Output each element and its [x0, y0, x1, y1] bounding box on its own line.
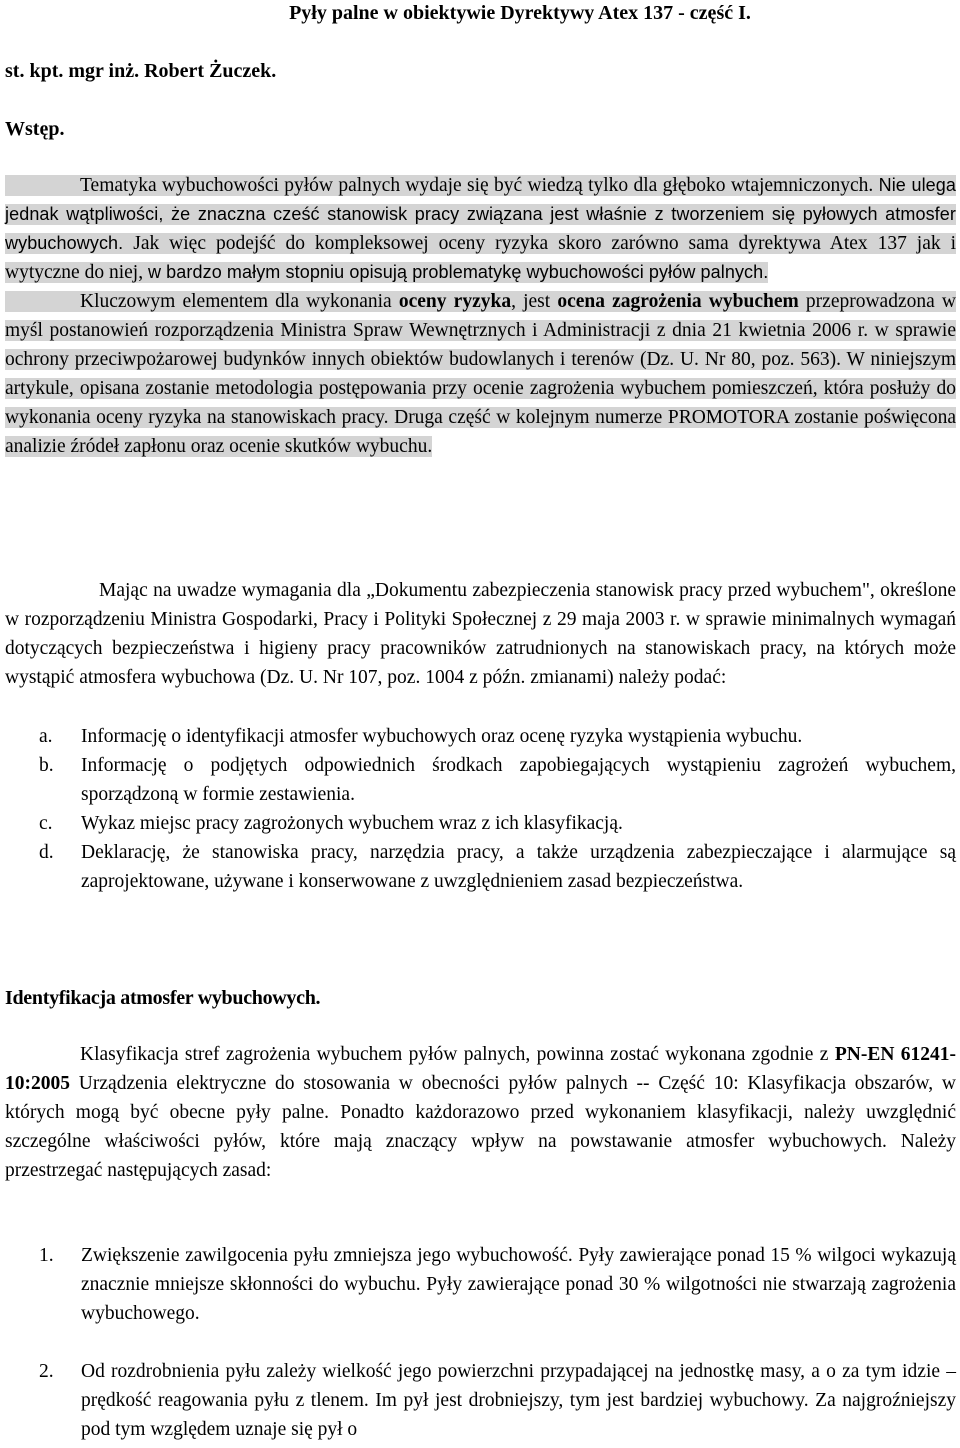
- rule-text-b: Pyły zawierające ponad 15 % wilgoci wykazują znacznie mniejsze skłonności do wybuchu. Pyły zawierające ponad 30 % wilgotności nie stwarzają zagrożenia wybuchowego.: [81, 1245, 956, 1324]
- list-marker: 1.: [39, 1245, 54, 1266]
- list-item-text: Informację o podjętych odpowiednich środkach zapobiegających wystąpieniu zagrożeń wybuchem, sporządzoną w formie zestawienia.: [81, 755, 956, 805]
- ident-a: Klasyfikacja stref zagrożenia wybuchem pyłów palnych, powinna zostać wykonana zgodnie z: [80, 1044, 835, 1065]
- identification-paragraph: [5, 1040, 956, 1185]
- requirements-list: [5, 722, 956, 896]
- rule-text-a: Zwiększenie zawilgocenia pyłu zmniejsza jego wybuchowość.: [81, 1245, 573, 1266]
- rules-list: [5, 1241, 956, 1444]
- intro-p2-c: , jest: [511, 291, 558, 312]
- list-item-text: Wykaz miejsc pracy zagrożonych wybuchem wraz z ich klasyfikacją.: [81, 813, 623, 834]
- list-item: [5, 809, 956, 838]
- section-heading-identification: Identyfikacja atmosfer wybuchowych.: [5, 987, 321, 1009]
- requirements-intro-a: Mając na uwadze wymagania dla „Dokumentu zabezpieczenia stanowisk pracy przed wybuchem", określone w rozporządzeniu Ministra Gospodarki, Pracy i Polityki Społecznej z 29 maja 2003 r.: [5, 580, 956, 630]
- intro-sentence-1: Tematyka wybuchowości pyłów palnych wydaje się być wiedzą tylko dla głęboko wtajemniczonych.: [80, 175, 874, 196]
- list-marker: b.: [39, 755, 54, 776]
- rule-text-b: Im pył jest drobniejszy, tym jest bardziej wybuchowy. Za najgroźniejszy pod tym względem uznaje się pył o: [81, 1390, 956, 1440]
- document-title: Pyły palne w obiektywie Dyrektywy Atex 137 - część I.: [289, 2, 751, 24]
- list-item: [5, 751, 956, 809]
- intro-sentence-4: w bardzo małym stopniu opisują problematykę wybuchowości pyłów palnych.: [147, 262, 769, 282]
- ident-c: Ponadto każdorazowo przed wykonaniem klasyfikacji, należy uwzględnić szczególne właściwości pyłów, które mają znaczący wpływ na powstawanie atmosfer wybuchowych. Należy przestrzegać następujących zasad:: [5, 1102, 956, 1181]
- standard-reference: PN-EN 61241-10:2005: [5, 1044, 957, 1094]
- list-marker: a.: [39, 726, 53, 747]
- list-item: [5, 838, 956, 896]
- section-heading-intro: Wstęp.: [5, 118, 65, 140]
- rule-text-a: Od rozdrobnienia pyłu zależy wielkość jego powierzchni przypadającej na jednostkę masy, a o za tym idzie – prędkość reagowania pyłu z tlenem.: [81, 1361, 956, 1411]
- list-item-text: Deklarację, że stanowiska pracy, narzędzia pracy, a także urządzenia zabezpieczające i alarmujące są zaprojektowane, używane i konserwowane z uwzględnieniem zasad bezpieczeństwa.: [81, 842, 956, 892]
- list-item-text: Informację o identyfikacji atmosfer wybuchowych oraz ocenę ryzyka wystąpienia wybuchu.: [81, 726, 803, 747]
- intro-paragraph: [5, 171, 956, 461]
- intro-p2-a: Kluczowym elementem dla wykonania: [80, 291, 399, 312]
- list-marker: d.: [39, 842, 54, 863]
- intro-p2-hazard: ocena zagrożenia wybuchem: [557, 291, 799, 312]
- list-item: [5, 722, 956, 751]
- ident-b: Urządzenia elektryczne do stosowania w obecności pyłów palnych -- Część 10: Klasyfikacja obszarów, w których mogą być obecne pyły palne.: [5, 1073, 956, 1123]
- requirements-intro-paragraph: [5, 576, 956, 692]
- intro-p2-e: przeprowadzona w myśl postanowień rozporządzenia Ministra Spraw Wewnętrznych i Administracji z dnia 21 kwietnia 2006 r.: [5, 291, 956, 341]
- list-item: [5, 1241, 956, 1328]
- intro-sentence-3: Jak więc podejść do kompleksowej oceny ryzyka skoro zarówno sama dyrektywa Atex 137 jak i wytyczne do niej,: [5, 233, 956, 283]
- list-marker: c.: [39, 813, 53, 834]
- list-item: [5, 1357, 956, 1444]
- intro-sentence-2: Nie ulega jednak wątpliwości, że znaczna cześć stanowisk pracy związana jest właśnie z tworzeniem się pyłowych atmosfer wybuchowych.: [5, 175, 957, 253]
- intro-p2-h: Druga część w kolejnym numerze PROMOTORA zostanie poświęcona analizie źródeł zapłonu oraz ocenie skutków wybuchu.: [5, 407, 956, 457]
- intro-p2-g: W niniejszym artykule, opisana zostanie metodologia postępowania przy ocenie zagrożenia wybuchem pomieszczeń, która posłuży do wykonania oceny ryzyka na stanowiskach pracy.: [5, 349, 956, 428]
- intro-p2-f: w sprawie ochrony przeciwpożarowej budynków innych obiektów budowlanych i terenów (Dz. U. Nr 80, poz. 563).: [5, 320, 956, 370]
- highlighted-text: [5, 175, 956, 457]
- requirements-intro-b: w sprawie minimalnych wymagań dotyczących bezpieczeństwa i higieny pracy pracowników zatrudnionych na stanowiskach pracy, na których może wystąpić atmosfera wybuchowa (Dz. U. Nr 107, poz. 1004 z późn. zmianami) należy podać:: [5, 609, 956, 688]
- intro-p2-risk: oceny ryzyka: [398, 291, 512, 312]
- author-line: st. kpt. mgr inż. Robert Żuczek.: [5, 60, 277, 82]
- list-marker: 2.: [39, 1361, 54, 1382]
